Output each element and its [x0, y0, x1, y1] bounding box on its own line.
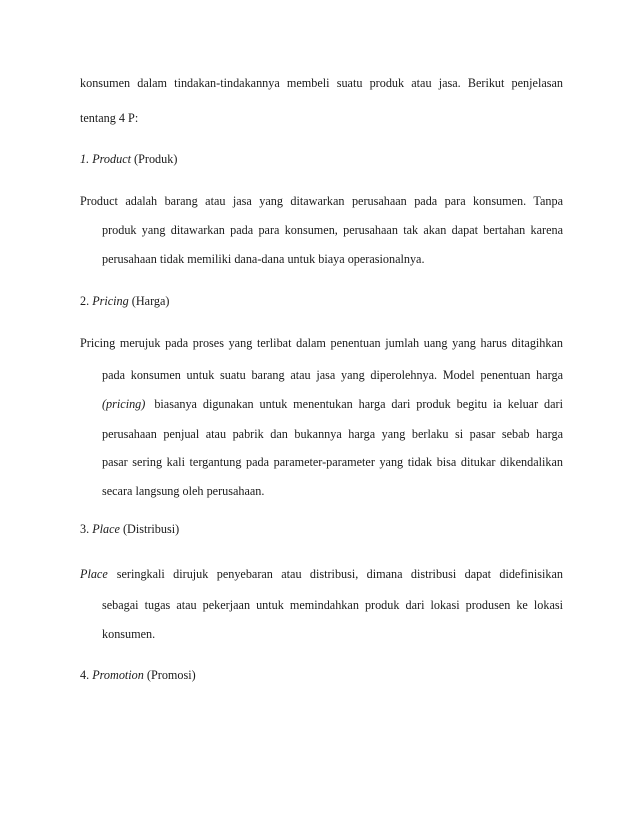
section-heading-promotion	[80, 668, 196, 682]
paragraph-line: konsumen.	[102, 627, 156, 641]
intro-line-2: tentang 4 P:	[80, 111, 139, 125]
paragraph-line: perusahaan tidak memiliki dana-dana untuk biaya operasionalnya.	[102, 252, 425, 266]
section-number: 3.	[80, 522, 90, 536]
paragraph-line	[102, 397, 563, 411]
section-number: 1.	[80, 152, 90, 166]
paragraph-line-rest: seringkali dirujuk penyebaran atau distribusi, dimana distribusi dapat didefinisikan	[116, 567, 563, 581]
section-term: Place	[92, 522, 120, 536]
paragraph-line: perusahaan penjual atau pabrik dan bukannya harga yang berlaku si pasar sebab harga	[102, 427, 563, 441]
paragraph-line: pada konsumen untuk suatu barang atau jasa yang diperolehnya. Model penentuan harga	[102, 368, 563, 382]
paragraph-line: Pricing merujuk pada proses yang terlibat dalam penentuan jumlah uang yang harus ditagihkan	[80, 336, 563, 350]
section-heading-place	[80, 522, 179, 536]
paragraph-line-rest: biasanya digunakan untuk menentukan harga dari produk begitu ia keluar dari	[154, 397, 563, 411]
section-heading-pricing	[80, 294, 169, 308]
paragraph-line	[80, 567, 563, 581]
paragraph-line: sebagai tugas atau pekerjaan untuk memindahkan produk dari lokasi produsen ke lokasi	[102, 598, 563, 612]
section-translation: (Distribusi)	[122, 522, 180, 536]
paragraph-line: Product adalah barang atau jasa yang ditawarkan perusahaan pada para konsumen. Tanpa	[80, 194, 563, 208]
paragraph-lead-place: Place	[80, 567, 108, 581]
intro-line-1: konsumen dalam tindakan-tindakannya membeli suatu produk atau jasa. Berikut penjelasan	[80, 76, 563, 90]
paragraph-line: produk yang ditawarkan pada para konsumen, perusahaan tak akan dapat bertahan karena	[102, 223, 563, 237]
section-term: Pricing	[92, 294, 129, 308]
section-number: 2.	[80, 294, 90, 308]
section-translation: (Harga)	[131, 294, 170, 308]
paragraph-line: secara langsung oleh perusahaan.	[102, 484, 265, 498]
section-translation: (Promosi)	[146, 668, 196, 682]
section-translation: (Produk)	[134, 152, 178, 166]
section-term: Product	[92, 152, 131, 166]
paragraph-line: pasar sering kali tergantung pada parameter-parameter yang tidak bisa ditukar dikendalikan	[102, 455, 563, 469]
section-term: Promotion	[92, 668, 144, 682]
section-heading-product	[80, 152, 177, 166]
section-number: 4.	[80, 668, 90, 682]
inline-term-pricing: (pricing)	[102, 397, 146, 411]
